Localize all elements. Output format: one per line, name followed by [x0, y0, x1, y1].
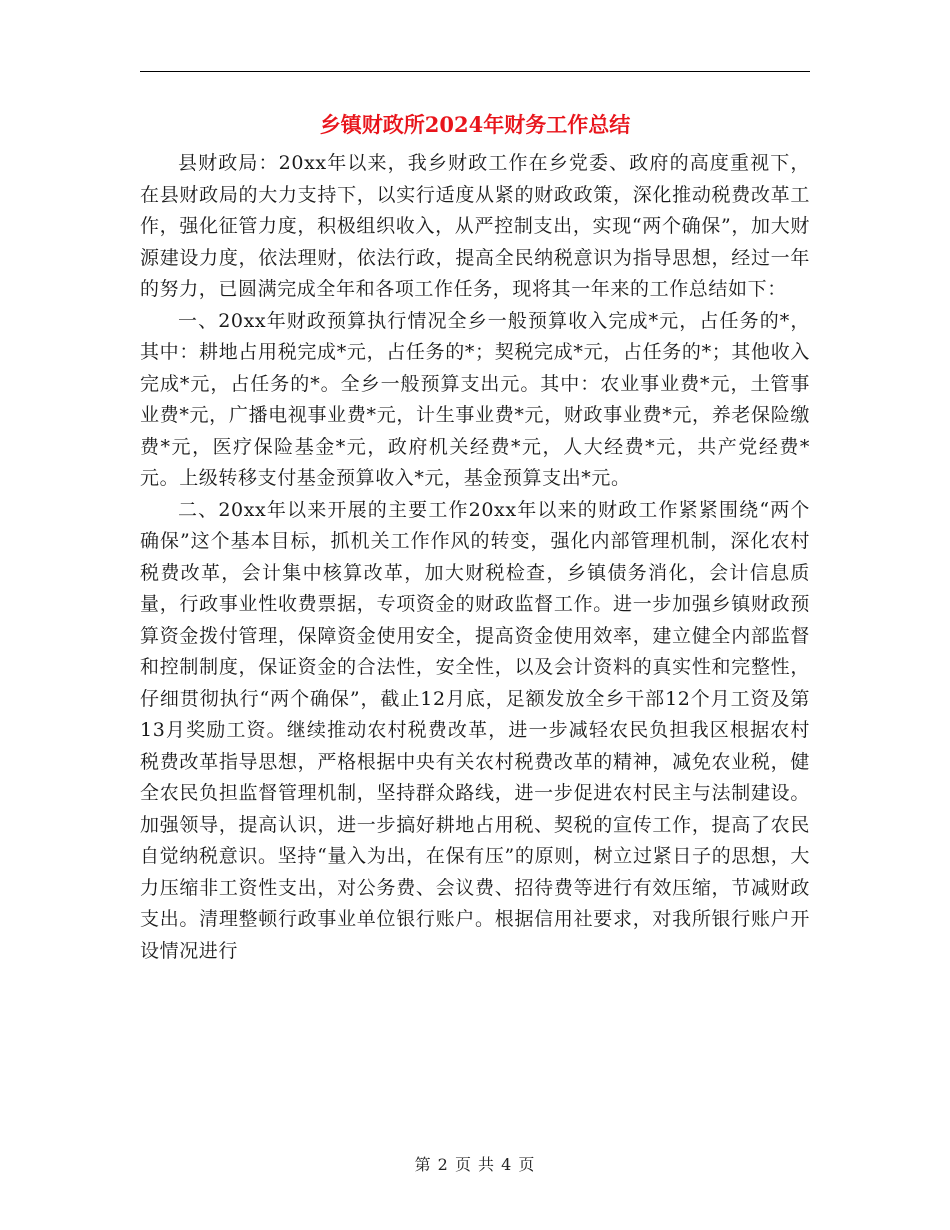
header-rule [140, 71, 810, 72]
document-title: 乡镇财政所2024年财务工作总结 [319, 112, 631, 137]
paragraph-main-work: 二、20xx年以来开展的主要工作20xx年以来的财政工作紧紧围绕“两个确保”这个基本目标，抓机关工作作风的转变，强化内部管理机制，深化农村税费改革，会计集中核算改革，加大财税检查，乡镇债务消化，会计信息质量，行政事业性收费票据，专项资金的财政监督工作。进一步加强乡镇财政预算资金拨付管理，保障资金使用安全，提高资金使用效率，建立健全内部监督和控制制度，保证资金的合法性，安全性，以及会计资料的真实性和完整性，仔细贯彻执行“两个确保”，截止12月底，足额发放全乡干部12个月工资及第13月奖励工资。继续推动农村税费改革，进一步减轻农民负担我区根据农村税费改革指导思想，严格根据中央有关农村税费改革的精神，减免农业税，健全农民负担监督管理机制，坚持群众路线，进一步促进农村民主与法制建设。加强领导，提高认识，进一步搞好耕地占用税、契税的宣传工作，提高了农民自觉纳税意识。坚持“量入为出，在保有压”的原则，树立过紧日子的思想，大力压缩非工资性支出，对公务费、会议费、招待费等进行有效压缩，节减财政支出。清理整顿行政事业单位银行账户。根据信用社要求，对我所银行账户开设情况进行 [140, 498, 810, 962]
document-body [140, 148, 810, 967]
paragraph-budget-execution: 一、20xx年财政预算执行情况全乡一般预算收入完成*元，占任务的*，其中：耕地占用税完成*元，占任务的*；契税完成*元，占任务的*；其他收入完成*元，占任务的*。全乡一般预算支出元。其中：农业事业费*元，土管事业费*元，广播电视事业费*元，计生事业费*元，财政事业费*元，养老保险缴费*元，医疗保险基金*元，政府机关经费*元，人大经费*元，共产党经费*元。上级转移支付基金预算收入*元，基金预算支出*元。 [140, 309, 810, 489]
paragraph-intro: 县财政局：20xx年以来，我乡财政工作在乡党委、政府的高度重视下，在县财政局的大力支持下，以实行适度从紧的财政政策，深化推动税费改革工作，强化征管力度，积极组织收入，从严控制支出，实现“两个确保”，加大财源建设力度，依法理财，依法行政，提高全民纳税意识为指导思想，经过一年的努力，已圆满完成全年和各项工作任务，现将其一年来的工作总结如下： [140, 152, 810, 300]
page-number-footer: 第 2 页 共 4 页 [414, 1155, 536, 1174]
